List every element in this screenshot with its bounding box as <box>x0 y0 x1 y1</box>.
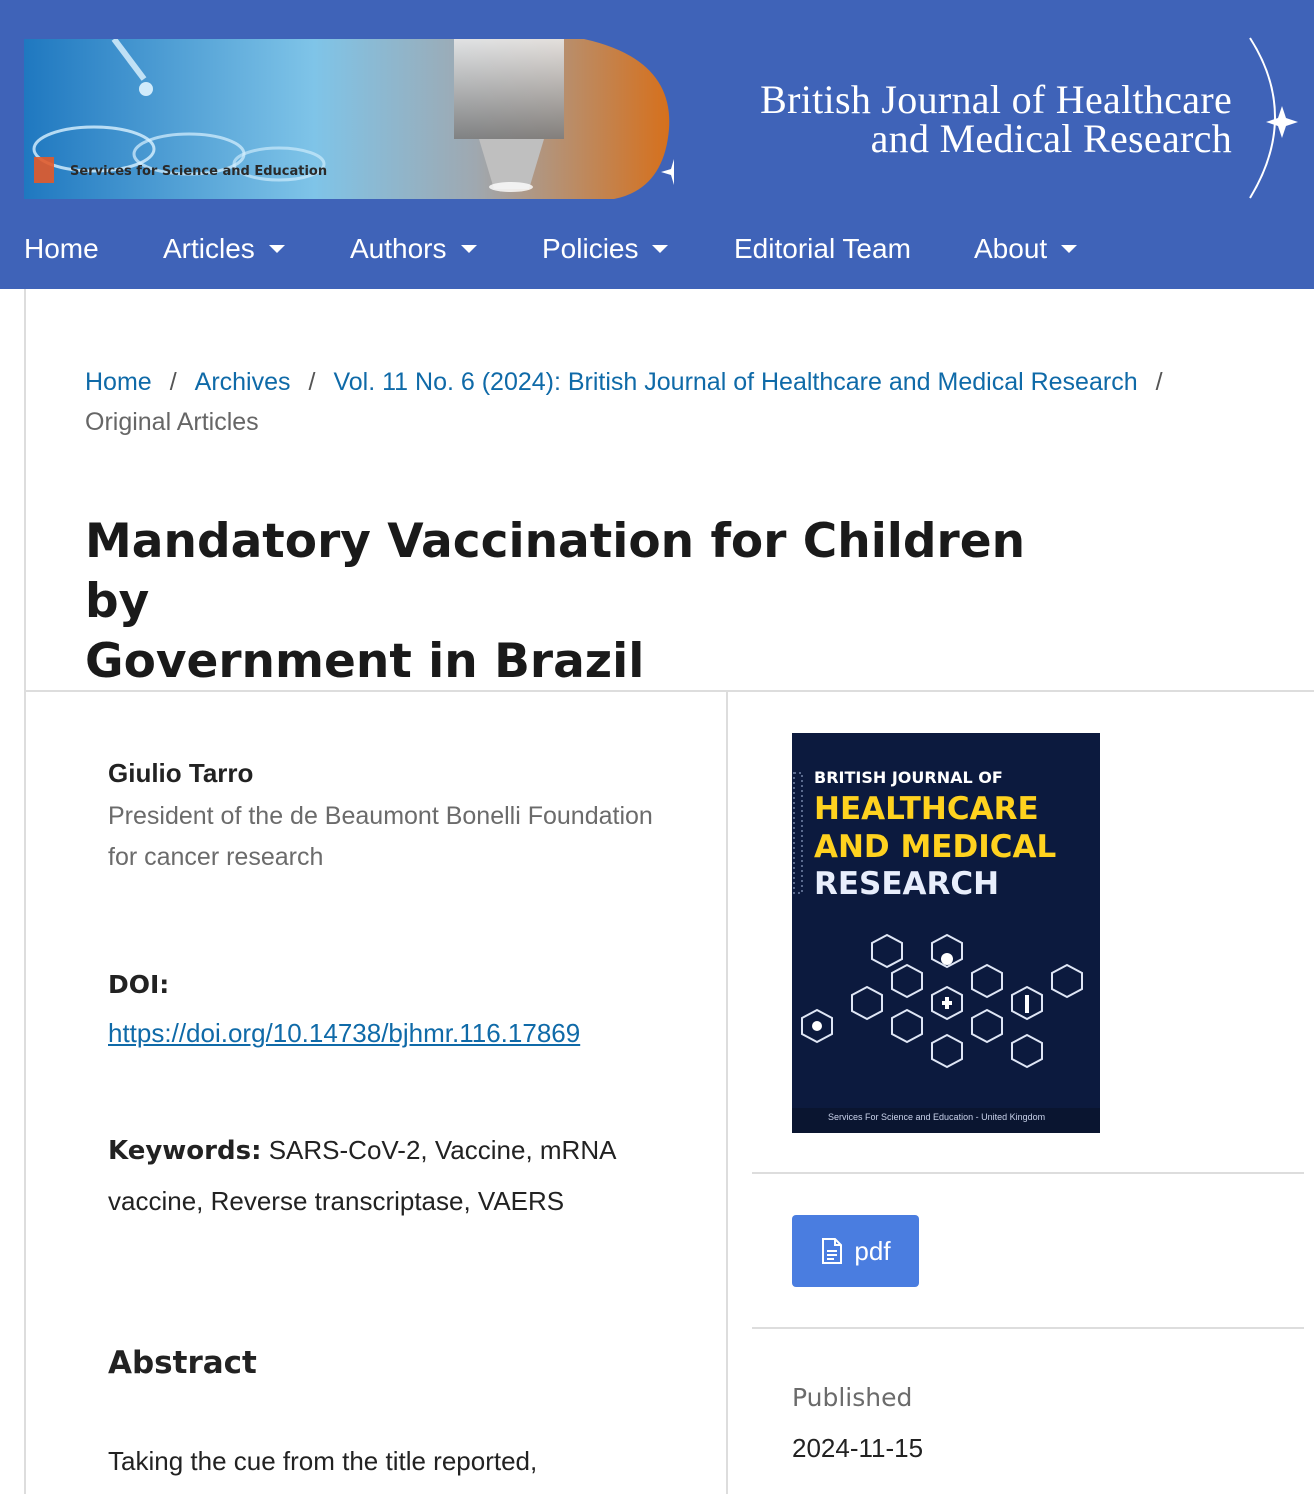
journal-cover-image[interactable] <box>792 733 1100 1133</box>
site-header <box>0 0 1314 289</box>
caret-down-icon <box>1061 245 1077 253</box>
cover-title-line1: BRITISH JOURNAL OF <box>814 768 1003 787</box>
cover-title-line3: RESEARCH <box>814 866 1000 902</box>
doi-link[interactable]: https://doi.org/10.14738/bjhmr.116.17869 <box>108 1018 581 1048</box>
journal-title-line1: British Journal of Healthcare <box>760 77 1232 122</box>
caret-down-icon <box>269 245 285 253</box>
article-title-line2: Government in Brazil <box>85 634 645 689</box>
keywords-label: Keywords: <box>108 1136 262 1166</box>
nav-policies-label: Policies <box>542 233 639 264</box>
content-divider-vertical <box>726 692 728 1494</box>
nav-about-label: About <box>974 233 1048 264</box>
abstract-heading: Abstract <box>108 1345 257 1381</box>
cover-title-line2 <box>814 790 1056 866</box>
cover-footer-text: Services For Science and Education - United Kingdom <box>828 1112 1046 1122</box>
nav-authors[interactable] <box>350 232 477 266</box>
breadcrumb-separator: / <box>169 368 177 396</box>
pdf-download-button[interactable] <box>792 1215 919 1287</box>
sidebar-divider <box>752 1327 1304 1329</box>
nav-policies[interactable] <box>542 232 668 266</box>
cover-title-line2a: HEALTHCARE <box>814 791 1039 827</box>
main-navigation <box>0 220 1314 280</box>
nav-about[interactable] <box>974 232 1077 266</box>
published-date: 2024-11-15 <box>792 1433 924 1463</box>
sidebar-divider <box>752 1172 1304 1174</box>
article-title <box>85 512 1085 692</box>
journal-title[interactable] <box>760 77 1232 161</box>
file-document-icon <box>820 1237 844 1265</box>
breadcrumb <box>85 362 1285 442</box>
keywords-value: SARS-CoV-2, Vaccine, mRNA vaccine, Reverse transcriptase, VAERS <box>108 1135 616 1216</box>
keywords <box>108 1125 668 1226</box>
content-border-left <box>24 289 26 1494</box>
nav-articles-label: Articles <box>163 233 255 264</box>
breadcrumb-home[interactable]: Home <box>85 368 152 396</box>
nav-editorial-team-label: Editorial Team <box>734 233 911 264</box>
author-name: Giulio Tarro <box>108 758 254 788</box>
nav-authors-label: Authors <box>350 233 447 264</box>
breadcrumb-archives[interactable]: Archives <box>194 368 291 396</box>
caret-down-icon <box>461 245 477 253</box>
nav-home-label: Home <box>24 233 99 264</box>
nav-home[interactable] <box>24 232 99 266</box>
doi-label: DOI: <box>108 970 170 999</box>
published-label: Published <box>792 1383 913 1412</box>
header-banner-image[interactable] <box>24 39 674 199</box>
breadcrumb-issue[interactable]: Vol. 11 No. 6 (2024): British Journal of Healthcare and Medical Research <box>333 368 1138 396</box>
pdf-button-label: pdf <box>854 1235 891 1266</box>
banner-brand-text: Services for Science and Education <box>70 164 328 179</box>
nav-editorial-team[interactable] <box>734 232 911 266</box>
journal-title-line2: and Medical Research <box>870 116 1232 161</box>
article-title-line1: Mandatory Vaccination for Children by <box>85 514 1026 629</box>
breadcrumb-current: Original Articles <box>85 408 259 436</box>
cover-title-line2b: AND MEDICAL <box>814 829 1057 865</box>
breadcrumb-separator: / <box>308 368 316 396</box>
author-affiliation: President of the de Beaumont Bonelli Foundation for cancer research <box>108 802 653 871</box>
breadcrumb-separator: / <box>1155 368 1163 396</box>
caret-down-icon <box>652 245 668 253</box>
decorative-arc-icon <box>1240 36 1310 206</box>
nav-articles[interactable] <box>163 232 285 266</box>
abstract-text: Taking the cue from the title reported, <box>108 1446 538 1476</box>
